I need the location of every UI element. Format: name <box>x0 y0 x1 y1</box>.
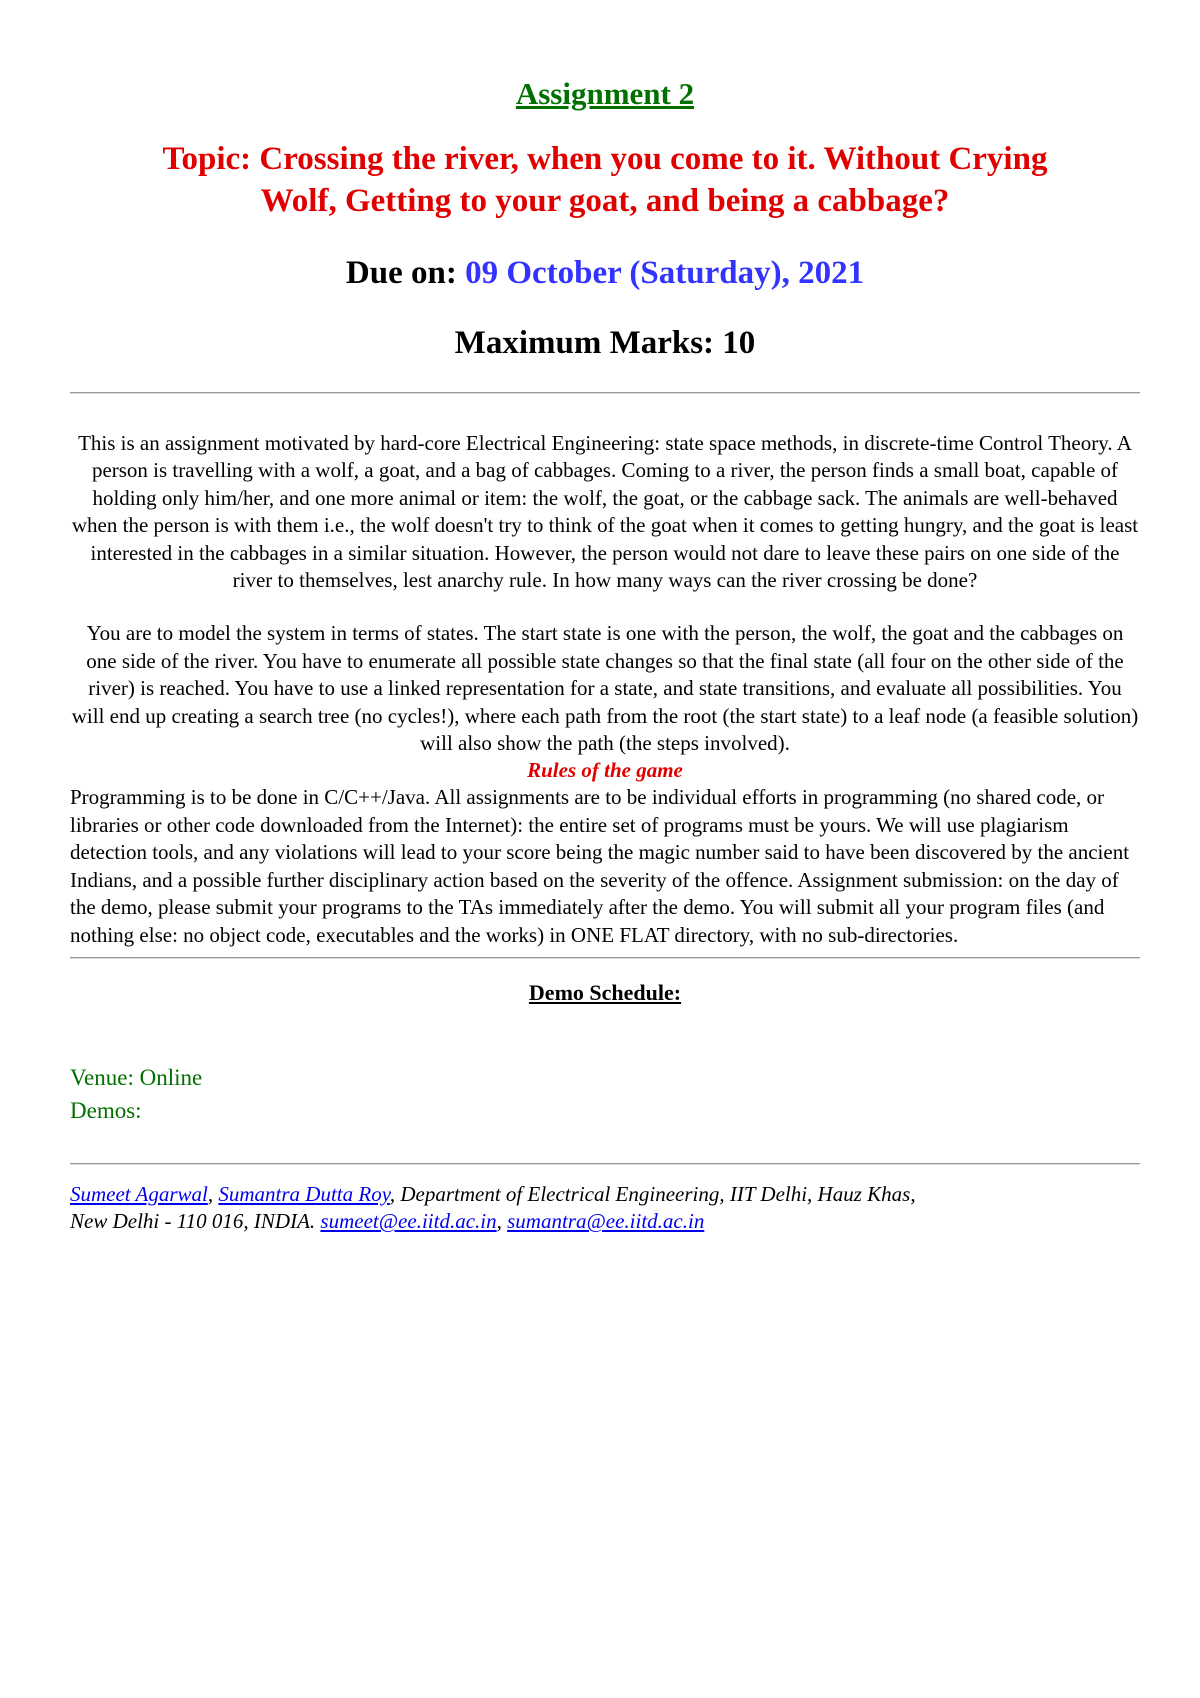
email-link-sumeet[interactable]: sumeet@ee.iitd.ac.in <box>320 1209 497 1234</box>
topic-heading <box>70 138 1140 222</box>
demo-schedule-heading: Demo Schedule: <box>528 979 682 1005</box>
rules-text: Programming is to be done in C/C++/Java. All assignments are to be individual efforts in programming (no shared code, or libraries or other code downloaded from the Internet): the entire set of programs must be yours. We will use plagiarism detection tools, and any violations will lead to your score being the magic number said to have been discovered by the ancient Indians, and a possible further disciplinary action based on the severity of the offence. Assignment submission: on the day of the demo, please submit your programs to the TAs immediately after the demo. You will submit all your program files (and nothing else: no object code, executables and the works) in ONE FLAT directory, with no sub-directories. <box>70 785 1130 947</box>
author-link-sumeet[interactable]: Sumeet Agarwal <box>70 1181 208 1206</box>
rules-heading: Rules of the game <box>527 758 683 783</box>
divider <box>70 1163 1140 1165</box>
topic-line-1: Topic: Crossing the river, when you come to it. Without Crying <box>162 141 1048 177</box>
document-page <box>70 0 1140 1236</box>
due-date-heading <box>70 252 1140 294</box>
description-paragraph-2: You are to model the system in terms of states. The start state is one with the person, the wolf, the goat and the cabbages on one side of the river. You have to enumerate all possible state changes so that the final state (all four on the other side of the river) is reached. You have to use a linked representation for a state, and state transitions, and evaluate all possibilities. You will end up creating a search tree (no cycles!), where each path from the root (the start state) to a leaf node (a feasible solution) will also show the path (the steps involved). <box>71 621 1139 756</box>
footer-address <box>70 1181 1140 1236</box>
topic-line-2: Wolf, Getting to your goat, and being a cabbage? <box>260 183 950 219</box>
due-date-value: 09 October (Saturday), 2021 <box>465 255 865 291</box>
author-link-sumantra[interactable]: Sumantra Dutta Roy <box>218 1181 390 1206</box>
footer-separator: , <box>207 1181 219 1206</box>
assignment-title: Assignment 2 <box>515 76 695 111</box>
email-link-sumantra[interactable]: sumantra@ee.iitd.ac.in <box>507 1209 705 1234</box>
description-paragraph-1: This is an assignment motivated by hard-core Electrical Engineering: state space methods, in discrete-time Control Theory. A person is travelling with a wolf, a goat, and a bag of cabbages. Coming to a river, the person finds a small boat, capable of holding only him/her, and one more animal or item: the wolf, the goat, or the cabbage sack. The animals are well-behaved when the person is with them i.e., the wolf doesn't try to think of the goat when it comes to getting hungry, and the goat is least interested in the cabbages in a similar situation. However, the person would not dare to leave these pairs on one side of the river to themselves, lest anarchy rule. In how many ways can the river crossing be done? <box>71 431 1139 593</box>
divider <box>70 957 1140 959</box>
address-text: New Delhi - 110 016, INDIA. <box>70 1209 321 1234</box>
demo-info <box>70 1061 1140 1127</box>
divider <box>70 392 1140 394</box>
affiliation-text: , Department of Electrical Engineering, IIT Delhi, Hauz Khas, <box>389 1181 916 1206</box>
maximum-marks: Maximum Marks: 10 <box>454 325 756 361</box>
venue-text: Venue: Online <box>70 1064 203 1090</box>
demos-text: Demos: <box>70 1097 142 1123</box>
due-label: Due on: <box>345 255 457 291</box>
footer-separator: , <box>496 1209 508 1234</box>
